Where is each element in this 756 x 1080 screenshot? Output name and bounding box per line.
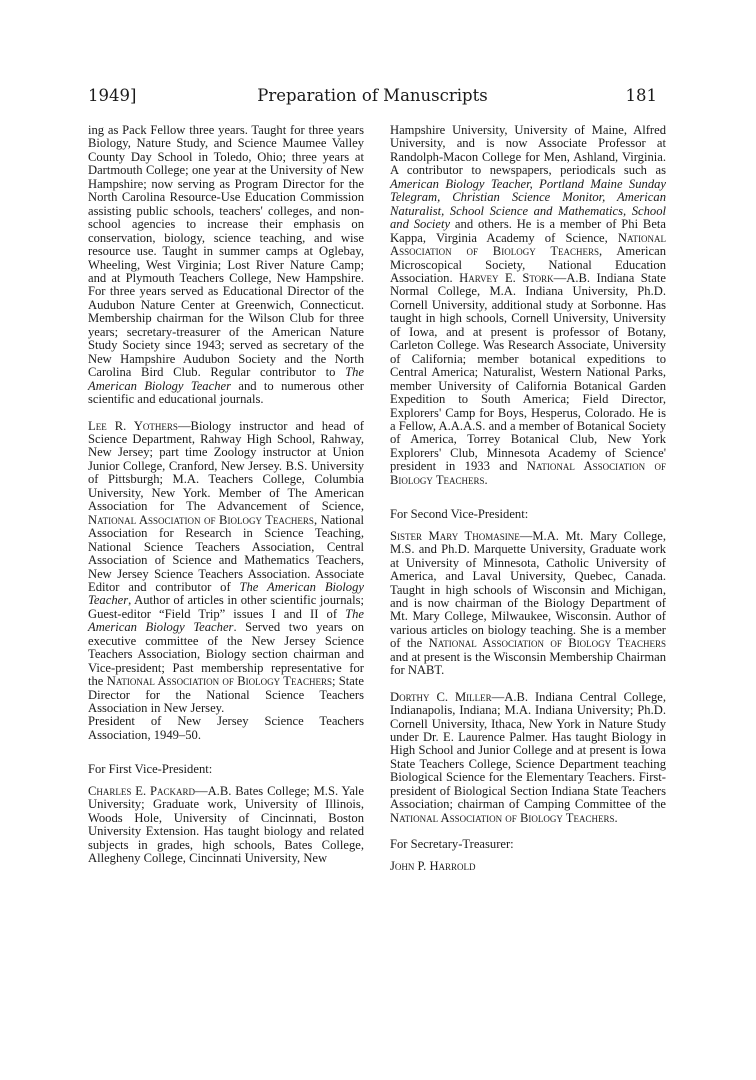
association-name: National Association of Biology Teachers [390,459,666,487]
secretary-treasurer-heading: For Secretary-Treasurer: [390,837,514,852]
header-title: Preparation of Manuscripts [257,86,488,105]
yothers-bio-paragraph [88,420,364,716]
second-vice-president-heading: For Second Vice-President: [390,507,529,522]
text: ing as Pack Fellow three years. Taught for three years Biology, Nature Study, and Science Maumee Valley County Day School in Toledo, Ohio; three years at Dartmouth College; one year at the University of New Hampshire; now serving as Program Director for the North Carolina Resource-Use Education Commission assisting public schools, teachers' colleges, and non-school agencies to increase their emphasis on conservation, biology, science teaching, and wise resource use. Taught in summer camps at Oglebay, Wheeling, West Virginia; Lost River Nature Camp; and at Plymouth Teachers College, New Hampshire. For three years served as Educational Director of the Audubon Nature Center at Greenwich, Connecticut. Membership chairman for the Wilson Club for three years; secretary-treasurer of the American Nature Study Society since 1943; served as secretary of the New Hampshire Audubon Society and the North Carolina Bird Club. Regular contributor to [88,123,364,380]
miller-bio-paragraph [390,691,666,826]
journal-title: The American Biology Teacher [88,606,364,635]
text: —Biology instructor and head of Science Department, Rahway High School, Rahway, New Jersey; part time Zoology instructor at Union Junior College, Cranford, New Jersey. B.S. University of Pittsburgh; M.A. Teachers College, Columbia University, New York. Member of The American Association for The Advancement of Science, [88,418,364,514]
text: —M.A. Mt. Mary College, M.S. and Ph.D. Marquette University, Graduate work at University of Minnesota, Catholic University of America, and Laval University, Quebec, Canada. Taught in high schools of Wisconsin and Michigan, and is now chairman of the Biology Department of Mt. Mary College, Milwaukee, Wisconsin. Author of various articles on biology teaching. She is a member of the [390,528,666,651]
text: , National Association for Research in Science Teaching, National Science Teachers Association, Central Association of Science and Mathematics Teachers, New Jersey Science Teachers Association. Associate Editor and contributor of [88,512,364,594]
text: . Served two years on executive committee of the New Jersey Science Teachers Association, Biology section chairman and Vice-president; Past membership representative for the [88,620,364,689]
journal-title: The American Biology Teacher [88,365,364,393]
page-number: 181 [625,86,657,105]
candidate-name: Charles E. Packard [88,783,195,798]
text: ; State Director for the National Science Teachers Association in New Jersey. [88,674,364,716]
text: —A.B. Bates College; M.S. Yale University; Graduate work, University of Illinois, Woods Hole, University of Cincinnati, Boston University Extension. Has taught biology and related subjects in grades, high schools, Bates College, Allegheny College, Cincinnati University, New [88,783,364,866]
text: . [484,472,488,487]
running-header [88,86,657,110]
header-year: 1949] [88,86,137,105]
packard-continuation-paragraph [88,124,364,407]
text: and others. He is a member of Phi Beta Kappa, Virginia Academy of Science, [390,217,667,245]
text: —A.B. Indiana State Normal College, M.A. Indiana University, Ph.D. Cornell University, additional study at Sorbonne. Has taught in high schools, Cornell University, University of Iowa, and at present is professor of Botany, Carleton College. Was Research Associate, University of California; member botanical expeditions to Central America; Naturalist, Western National Parks, member University of California Botanical Garden Expedition to South America; Field Director, Explorers' Camp for Boys, Hesperus, Colorado. He is a Fellow, A.A.A.S. and a member of Botanical Society of America, Torrey Botanical Club, New York Explorers' Club, Minnesota Academy of Science' president in 1933 and [390,270,666,474]
text: , American Microscopical Society, National Education Association. [390,244,666,285]
left-column [88,124,364,866]
association-name: National Association of Biology Teachers [390,810,615,825]
association-name: National Association of Biology Teachers [428,636,666,651]
right-column [390,124,666,873]
text: Hampshire University, University of Maine, Alfred University, and is now Associate Professor at Randolph-Macon College for Men, Ashland, Virginia. A contributor to newspapers, periodicals such as [390,123,666,178]
association-name: National Association of Biology Teachers [106,674,332,689]
text: , Author of articles in other scientific journals; Guest-editor “Field Trip” issues I and II of [88,593,364,621]
first-vice-president-heading: For First Vice-President: [88,762,213,777]
thomasine-bio-paragraph [390,530,666,678]
packard-bio-paragraph [88,785,364,866]
candidate-name: Lee R. Yothers [88,418,178,433]
periodical-titles: American Biology Teacher, Portland Maine Sunday Telegram, Christian Science Monitor, American Naturalist, School Science and Mathematics, School and Society [390,176,666,232]
text: and at present is the Wisconsin Membership Chairman for NABT. [390,649,666,678]
packard-stork-paragraph [390,124,666,487]
association-name: National Association of Biology Teachers [390,230,666,259]
harrold-name: John P. Harrold [390,858,476,873]
association-name: National Association of Biology Teachers [88,512,314,527]
yothers-president-line: President of New Jersey Science Teachers Association, 1949–50. [88,714,364,742]
text: and to numerous other scientific and educational journals. [88,378,364,407]
candidate-name: Sister Mary Thomasine [390,528,520,543]
text: —A.B. Indiana Central College, Indianapolis, Indiana; M.A. Indiana University; Ph.D. Cornell University, Ithaca, New York in Nature Study under Dr. E. Laurence Palmer. Has taught Biology in High School and Junior College and at present is Iowa State Teachers College, Science Department teaching Biological Science for the Elementary Teachers. First-president of Biological Section Indiana State Teachers Association; chairman of Camping Committee of the [390,689,667,812]
candidate-name: Harvey E. Stork [459,270,554,285]
candidate-name: Dorthy C. Miller [390,689,492,704]
text: . [614,810,618,825]
journal-title: The American Biology Teacher [88,579,364,608]
